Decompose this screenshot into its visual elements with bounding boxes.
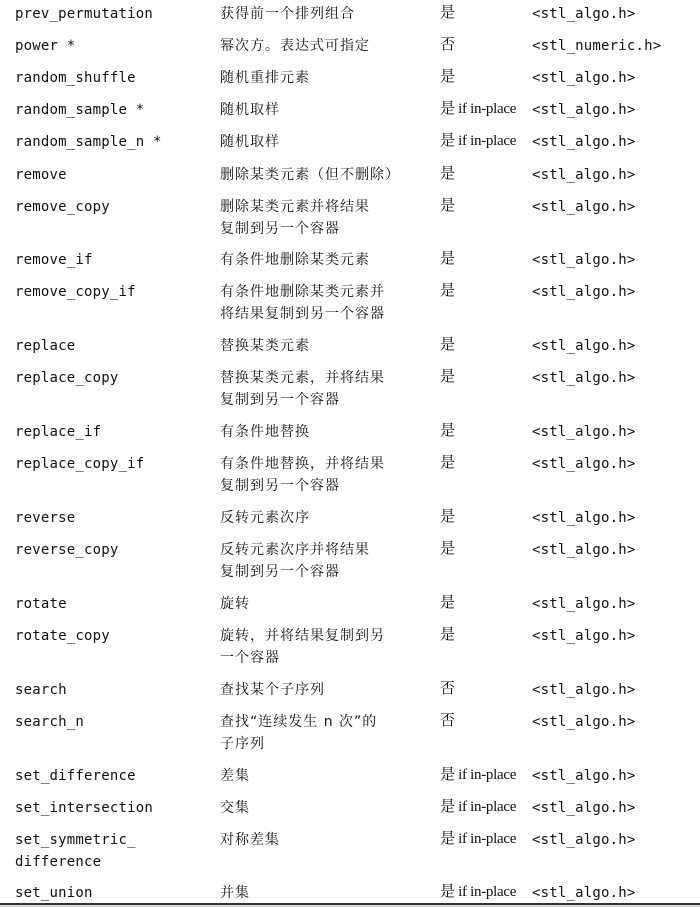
function-name-line: replace_copy	[15, 370, 119, 386]
description	[220, 3, 355, 25]
header-file: <stl_algo.h>	[532, 102, 636, 118]
description-line: 旋转，并将结果复制到另	[220, 628, 385, 644]
description	[220, 131, 280, 153]
description	[220, 829, 280, 851]
function-name	[15, 539, 119, 561]
function-name	[15, 453, 144, 475]
description-line: 替换某类元素	[220, 338, 310, 354]
description-line: 复制到另一个容器	[220, 478, 340, 494]
description-line: 对称差集	[220, 832, 280, 848]
header-file: <stl_algo.h>	[532, 370, 636, 386]
function-name	[15, 249, 93, 271]
in-place-flag: 是	[440, 69, 455, 85]
description	[220, 679, 325, 701]
description	[220, 625, 385, 669]
description	[220, 797, 250, 819]
description-line: 复制到另一个容器	[220, 564, 340, 580]
function-name-line: remove_copy_if	[15, 284, 136, 300]
description-line: 有条件地替换，并将结果	[220, 456, 385, 472]
function-name	[15, 3, 153, 25]
description	[220, 164, 400, 186]
function-name	[15, 367, 119, 389]
description-line: 查找某个子序列	[220, 682, 325, 698]
header-file: <stl_algo.h>	[532, 167, 636, 183]
in-place-flag: 是 if in-place	[440, 767, 517, 783]
function-name	[15, 765, 136, 787]
function-name-line: random_sample *	[15, 102, 145, 118]
description-line: 并集	[220, 885, 250, 901]
header-file: <stl_algo.h>	[532, 714, 636, 730]
function-name-line: set_intersection	[15, 800, 154, 816]
header-file: <stl_algo.h>	[532, 70, 636, 86]
in-place-flag: 是	[440, 251, 455, 267]
description	[220, 539, 370, 583]
function-name-line: remove_copy	[15, 199, 110, 215]
description-line: 删除某类元素（但不删除）	[220, 167, 400, 183]
in-place-flag: 是	[440, 198, 455, 214]
function-name-line: random_sample_n *	[15, 134, 162, 150]
function-name-line: set_symmetric_	[15, 832, 136, 848]
function-name	[15, 829, 136, 873]
in-place-flag: 是 if in-place	[440, 831, 517, 847]
header-file: <stl_numeric.h>	[532, 38, 662, 54]
description-line: 复制到另一个容器	[220, 392, 340, 408]
description-line: 查找“连续发生 n 次”的	[220, 714, 378, 730]
description	[220, 507, 310, 529]
function-name-line: remove_if	[15, 252, 93, 268]
function-name-line: set_difference	[15, 768, 136, 784]
function-name	[15, 335, 75, 357]
description	[220, 711, 377, 755]
header-file: <stl_algo.h>	[532, 628, 636, 644]
in-place-flag: 是	[440, 369, 455, 385]
in-place-flag: 是	[440, 423, 455, 439]
function-name	[15, 421, 101, 443]
description	[220, 196, 370, 240]
description-line: 幂次方。表达式可指定	[220, 38, 370, 54]
header-file: <stl_algo.h>	[532, 252, 636, 268]
description	[220, 421, 310, 443]
in-place-flag: 是	[440, 541, 455, 557]
description-line: 差集	[220, 768, 250, 784]
in-place-flag: 是 if in-place	[440, 799, 517, 815]
function-name-line: replace_if	[15, 424, 102, 440]
description-line: 复制到另一个容器	[220, 221, 340, 237]
description	[220, 453, 385, 497]
in-place-flag: 是 if in-place	[440, 884, 517, 900]
function-name	[15, 625, 110, 647]
function-name	[15, 593, 67, 615]
header-file: <stl_algo.h>	[532, 885, 636, 901]
in-place-flag: 是	[440, 166, 455, 182]
description-line: 有条件地删除某类元素并	[220, 284, 385, 300]
in-place-flag: 否	[440, 681, 455, 697]
function-name-line: set_union	[15, 885, 93, 901]
in-place-flag: 是	[440, 509, 455, 525]
function-name-line: replace	[15, 338, 76, 354]
function-name	[15, 882, 93, 904]
description-line: 替换某类元素，并将结果	[220, 370, 385, 386]
description	[220, 593, 250, 615]
function-name	[15, 711, 84, 733]
function-name-line: remove	[15, 167, 67, 183]
function-name	[15, 281, 136, 303]
header-file: <stl_algo.h>	[532, 338, 636, 354]
in-place-flag: 否	[440, 37, 455, 53]
in-place-flag: 是	[440, 627, 455, 643]
function-name	[15, 679, 67, 701]
in-place-flag: 是	[440, 455, 455, 471]
header-file: <stl_algo.h>	[532, 199, 636, 215]
description-line: 随机取样	[220, 134, 280, 150]
function-name-line: reverse_copy	[15, 542, 119, 558]
function-name	[15, 67, 136, 89]
in-place-flag: 是 if in-place	[440, 101, 517, 117]
in-place-flag: 否	[440, 713, 455, 729]
function-name-line: rotate	[15, 596, 67, 612]
function-name	[15, 35, 75, 57]
in-place-flag: 是 if in-place	[440, 133, 517, 149]
description	[220, 882, 250, 904]
description-line: 随机重排元素	[220, 70, 310, 86]
header-file: <stl_algo.h>	[532, 832, 636, 848]
header-file: <stl_algo.h>	[532, 682, 636, 698]
header-file: <stl_algo.h>	[532, 424, 636, 440]
description-line: 交集	[220, 800, 250, 816]
description-line: 反转元素次序	[220, 510, 310, 526]
description-line: 删除某类元素并将结果	[220, 199, 370, 215]
header-file: <stl_algo.h>	[532, 768, 636, 784]
function-name	[15, 99, 144, 121]
header-file: <stl_algo.h>	[532, 134, 636, 150]
description-line: 获得前一个排列组合	[220, 6, 355, 22]
function-name	[15, 196, 110, 218]
description	[220, 99, 280, 121]
function-name	[15, 507, 75, 529]
description-line: 子序列	[220, 736, 265, 752]
function-name-line: search_n	[15, 714, 85, 730]
header-file: <stl_algo.h>	[532, 510, 636, 526]
description	[220, 765, 250, 787]
function-name	[15, 797, 153, 819]
header-file: <stl_algo.h>	[532, 596, 636, 612]
in-place-flag: 是	[440, 283, 455, 299]
description-line: 有条件地替换	[220, 424, 310, 440]
description-line: 有条件地删除某类元素	[220, 252, 370, 268]
description-line: 将结果复制到另一个容器	[220, 306, 385, 322]
function-name-line: replace_copy_if	[15, 456, 145, 472]
function-name-line: power *	[15, 38, 76, 54]
function-name-line: prev_permutation	[15, 6, 154, 22]
function-name-line: difference	[15, 854, 102, 870]
header-file: <stl_algo.h>	[532, 542, 636, 558]
description	[220, 335, 310, 357]
in-place-flag: 是	[440, 595, 455, 611]
header-file: <stl_algo.h>	[532, 6, 636, 22]
header-file: <stl_algo.h>	[532, 800, 636, 816]
header-file: <stl_algo.h>	[532, 284, 636, 300]
description	[220, 367, 385, 411]
description-line: 随机取样	[220, 102, 280, 118]
in-place-flag: 是	[440, 5, 455, 21]
description	[220, 35, 370, 57]
description	[220, 281, 385, 325]
header-file: <stl_algo.h>	[532, 456, 636, 472]
in-place-flag: 是	[440, 337, 455, 353]
description-line: 反转元素次序并将结果	[220, 542, 370, 558]
function-name	[15, 164, 67, 186]
description-line: 旋转	[220, 596, 250, 612]
description	[220, 249, 370, 271]
description	[220, 67, 310, 89]
function-name-line: rotate_copy	[15, 628, 110, 644]
function-name	[15, 131, 162, 153]
function-name-line: reverse	[15, 510, 76, 526]
function-name-line: random_shuffle	[15, 70, 136, 86]
function-name-line: search	[15, 682, 67, 698]
description-line: 一个容器	[220, 650, 280, 666]
